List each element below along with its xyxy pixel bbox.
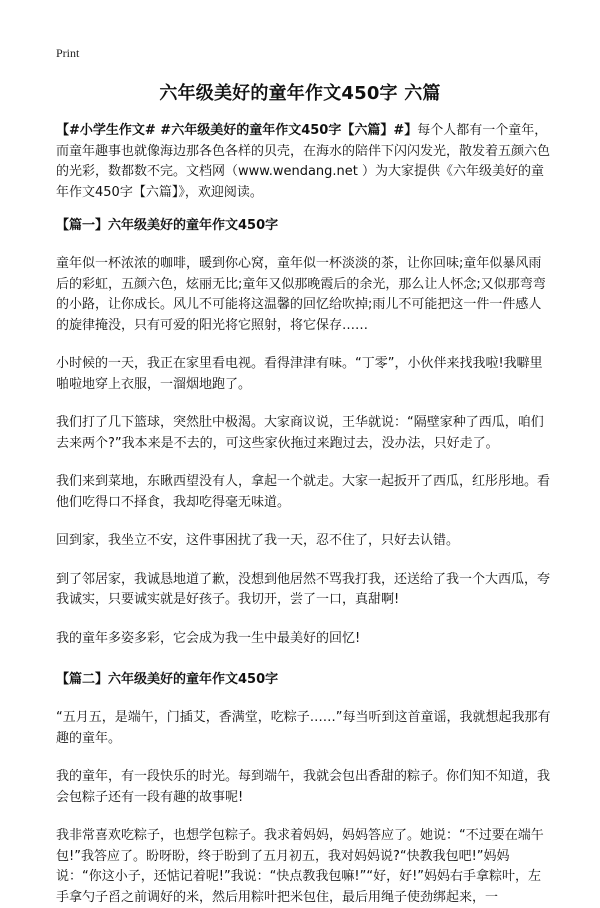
intro-text: 每个人都有一个童年，而童年趣事也就像海边那各色各样的贝壳，在海水的陪伴下闪闪发光，散发着五颜六色的光彩，数都数不完。文档网（www.wendang.net ）为大家提供《六年级美好的童年作文450字【六篇】》，欢迎阅读。	[56, 123, 551, 200]
intro-tag: 【#小学生作文# #六年级美好的童年作文450字【六篇】#】	[56, 123, 418, 138]
document-title: 六年级美好的童年作文450字 六篇	[159, 83, 441, 104]
print-link[interactable]: Print	[56, 46, 80, 60]
paragraph: 到了邻居家，我诚恳地道了歉，没想到他居然不骂我打我，还送给了我一个大西瓜，夸我诚实，只要诚实就是好孩子。我切开，尝了一口，真甜啊!	[56, 571, 551, 607]
paragraph: 我的童年，有一段快乐的时光。每到端午，我就会包出香甜的粽子。你们知不知道，我会包粽子还有一段有趣的故事呢!	[56, 769, 551, 805]
paragraph: 回到家，我坐立不安，这件事困扰了我一天，忍不住了，只好去认错。	[56, 533, 460, 548]
paragraph: 我非常喜欢吃粽子，也想学包粽子。我求着妈妈，妈妈答应了。她说：“不过要在端午包!”我答应了。盼呀盼，终于盼到了五月初五，我对妈妈说?“快教我包吧!”妈妈说：“你这小子，还惦记着呢!”我说：“快点教我包嘛!”“好，好!”妈妈右手拿粽叶，左手拿勺子舀之前调好的米，然后用粽叶把米包住，最后用绳子使劲绑起来，一	[56, 828, 544, 905]
paragraph: “五月五，是端午，门插艾，香满堂，吃粽子……”每当听到这首童谣，我就想起我那有趣的童年。	[56, 710, 551, 746]
paragraph: 我们来到菜地，东瞅西望没有人，拿起一个就走。大家一起扳开了西瓜，红彤彤地。看他们吃得口不择食，我却吃得毫无味道。	[56, 474, 551, 510]
document-body	[56, 121, 552, 908]
intro-paragraph	[56, 121, 552, 203]
section-heading-1: 【篇一】六年级美好的童年作文450字	[56, 218, 279, 233]
paragraph: 小时候的一天，我正在家里看电视。看得津津有味。“丁零”，小伙伴来找我啦!我噼里啪啦地穿上衣服，一溜烟地跑了。	[56, 356, 543, 392]
section-heading-2: 【篇二】六年级美好的童年作文450字	[56, 672, 279, 687]
paragraph: 我们打了几下篮球，突然肚中极渴。大家商议说，王华就说：“隔壁家种了西瓜，咱们去来两个?”我本来是不去的，可这些家伙拖过来跑过去，没办法，只好走了。	[56, 415, 544, 451]
paragraph: 我的童年多姿多彩，它会成为我一生中最美好的回忆!	[56, 630, 361, 646]
paragraph: 童年似一杯浓浓的咖啡，暖到你心窝，童年似一杯淡淡的茶，让你回味;童年似暴风雨后的彩虹，五颜六色，炫丽无比;童年又似那晚霞后的余光，那么让人怀念;又似那弯弯的小路，让你成长。风儿不可能将这温馨的回忆给吹掉;雨儿不可能把这一件一件感人的旋律掩没，只有可爱的阳光将它照射，将它保存……	[56, 256, 546, 333]
